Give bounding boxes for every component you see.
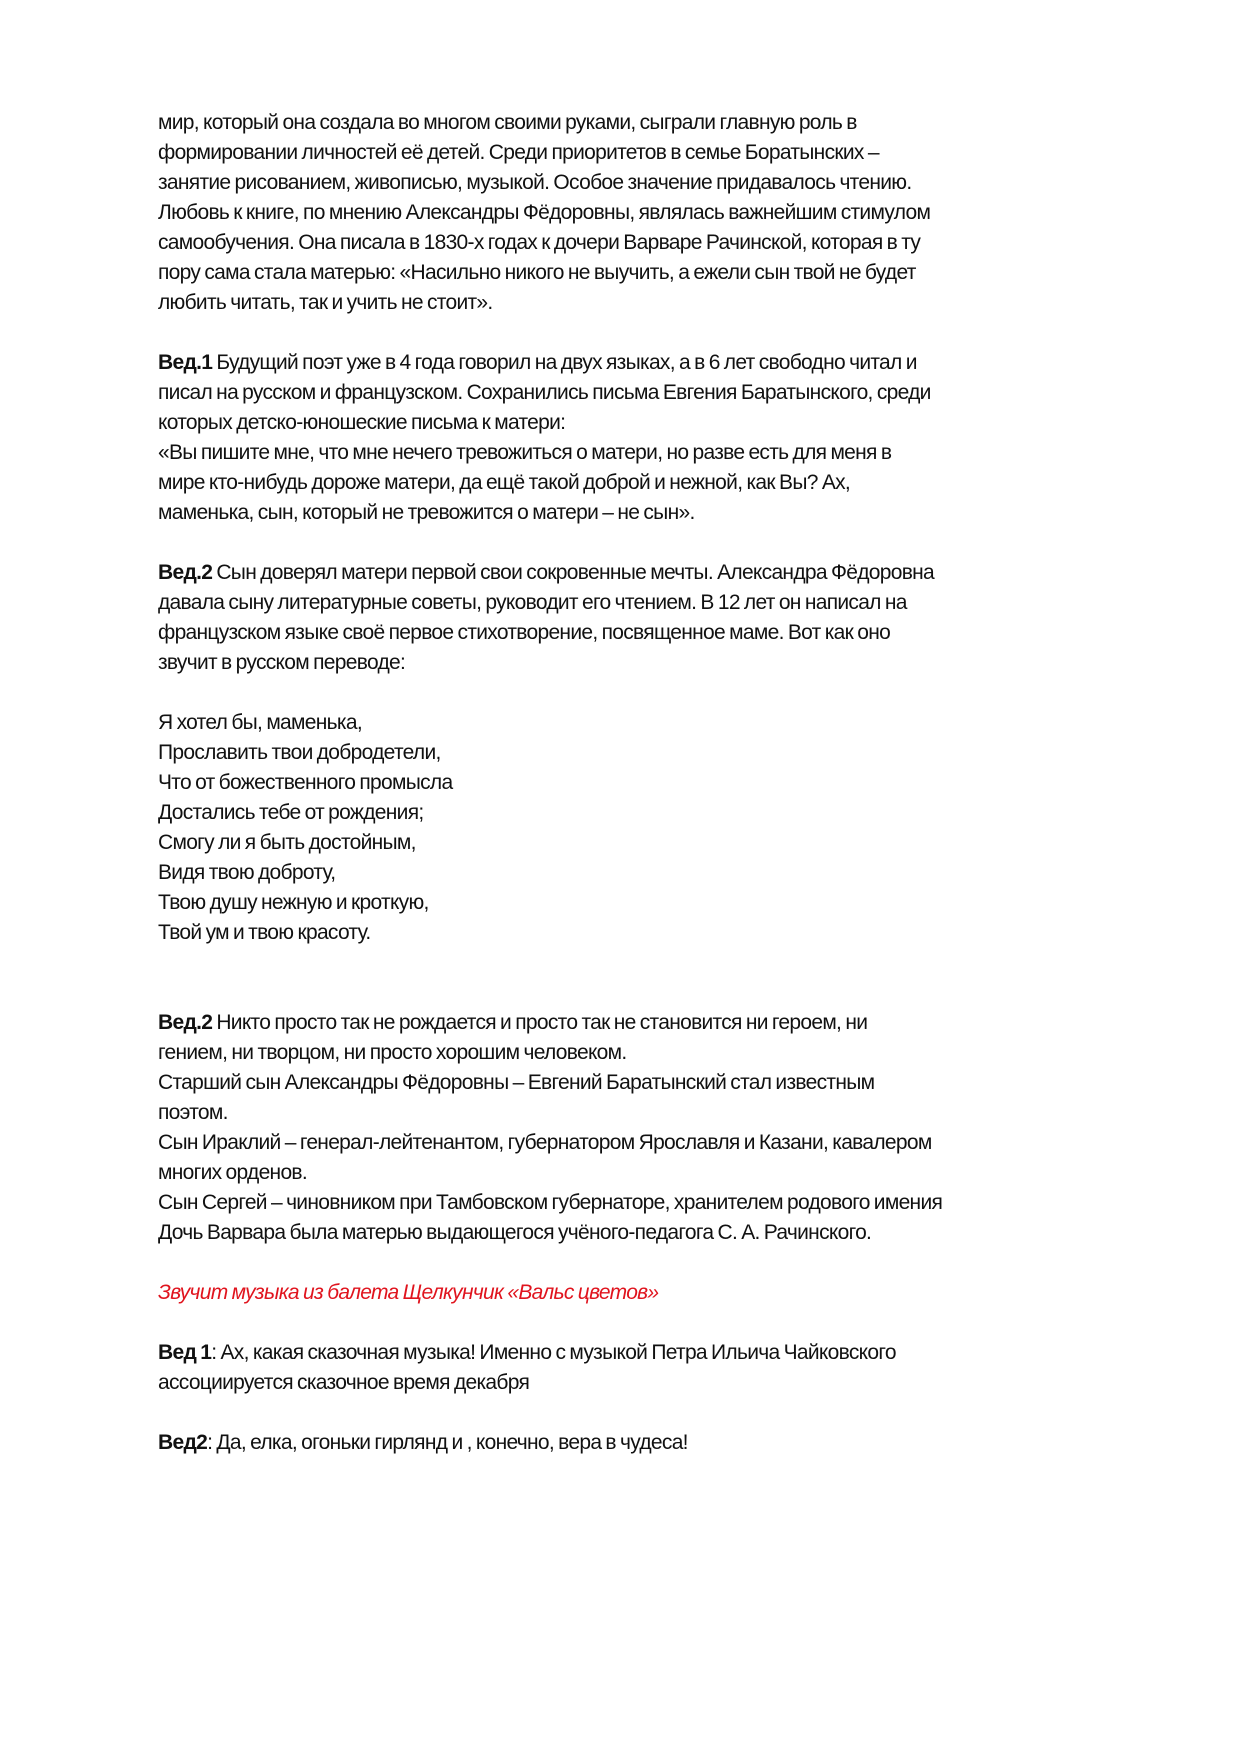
speaker-label: Вед.1	[158, 351, 213, 374]
paragraph-ved1	[158, 348, 931, 528]
text-line: Любовь к книге, по мнению Александры Фёдоровны, являлась важнейшим стимулом	[158, 201, 931, 224]
poem-line: Твой ум и твою красоту.	[158, 921, 371, 944]
text-line: звучит в русском переводе:	[158, 651, 406, 674]
poem	[158, 708, 452, 948]
text-line: «Вы пишите мне, что мне нечего тревожиться о матери, но разве есть для меня в	[158, 441, 892, 464]
poem-line: Твою душу нежную и кроткую,	[158, 891, 429, 914]
text-line: занятие рисованием, живописью, музыкой. Особое значение придавалось чтению.	[158, 171, 912, 194]
speaker-label: Вед.2	[158, 561, 213, 584]
paragraph-intro	[158, 108, 930, 318]
text-line: маменька, сын, который не тревожится о матери – не сын».	[158, 501, 695, 524]
speaker-label: Вед.2	[158, 1011, 213, 1034]
text-line: многих орденов.	[158, 1161, 308, 1184]
poem-line: Я хотел бы, маменька,	[158, 711, 362, 734]
text-line: Дочь Варвара была матерью выдающегося учёного-педагога С. А. Рачинского.	[158, 1221, 872, 1244]
text-line: Никто просто так не рождается и просто так не становится ни героем, ни	[212, 1011, 868, 1034]
poem-line: Смогу ли я быть достойным,	[158, 831, 416, 854]
text-line: мире кто-нибудь дороже матери, да ещё такой доброй и нежной, как Вы? Ах,	[158, 471, 851, 494]
text-line: Сын доверял матери первой свои сокровенные мечты. Александра Фёдоровна	[212, 561, 935, 584]
text-line: давала сыну литературные советы, руководит его чтением. В 12 лет он написал на	[158, 591, 907, 614]
text-line: самообучения. Она писала в 1830-х годах к дочери Варваре Рачинской, которая в ту	[158, 231, 921, 254]
text-line: любить читать, так и учить не стоит».	[158, 291, 493, 314]
text-line: формировании личностей её детей. Среди приоритетов в семье Боратынских –	[158, 141, 879, 164]
text-line: поэтом.	[158, 1101, 228, 1124]
text-line: которых детско-юношеские письма к матери:	[158, 411, 566, 434]
text-line: : Ах, какая сказочная музыка! Именно с музыкой Петра Ильича Чайковского	[211, 1341, 896, 1364]
poem-line: Что от божественного промысла	[158, 771, 453, 794]
poem-line: Прославить твои добродетели,	[158, 741, 441, 764]
text-line: мир, который она создала во многом своими руками, сыграли главную роль в	[158, 111, 857, 134]
text-line: Сын Сергей – чиновником при Тамбовском губернаторе, хранителем родового имения	[158, 1191, 943, 1214]
text-line: Старший сын Александры Фёдоровны – Евгений Баратынский стал известным	[158, 1071, 875, 1094]
poem-line: Достались тебе от рождения;	[158, 801, 424, 824]
paragraph-ved2	[158, 558, 934, 678]
text-line: : Да, елка, огоньки гирлянд и , конечно, вера в чудеса!	[207, 1431, 688, 1454]
stage-direction: Звучит музыка из балета Щелкунчик «Вальс цветов»	[158, 1281, 659, 1304]
speaker-label: Вед 1	[158, 1341, 212, 1364]
text-line: гением, ни творцом, ни просто хорошим человеком.	[158, 1041, 627, 1064]
text-line: пору сама стала матерью: «Насильно никого не выучить, а ежели сын твой не будет	[158, 261, 916, 284]
poem-line: Видя твою доброту,	[158, 861, 336, 884]
text-line: Сын Ираклий – генерал-лейтенантом, губернатором Ярославля и Казани, кавалером	[158, 1131, 932, 1154]
text-line: Будущий поэт уже в 4 года говорил на двух языках, а в 6 лет свободно читал и	[212, 351, 917, 374]
paragraph-ved1-music	[158, 1338, 896, 1398]
text-line: французском языке своё первое стихотворение, посвященное маме. Вот как оно	[158, 621, 891, 644]
text-line: ассоциируется сказочное время декабря	[158, 1371, 530, 1394]
paragraph-ved2-tree	[158, 1428, 688, 1458]
paragraph-ved2-children	[158, 1008, 942, 1248]
text-line: писал на русском и французском. Сохранились письма Евгения Баратынского, среди	[158, 381, 931, 404]
speaker-label: Вед2	[158, 1431, 208, 1454]
